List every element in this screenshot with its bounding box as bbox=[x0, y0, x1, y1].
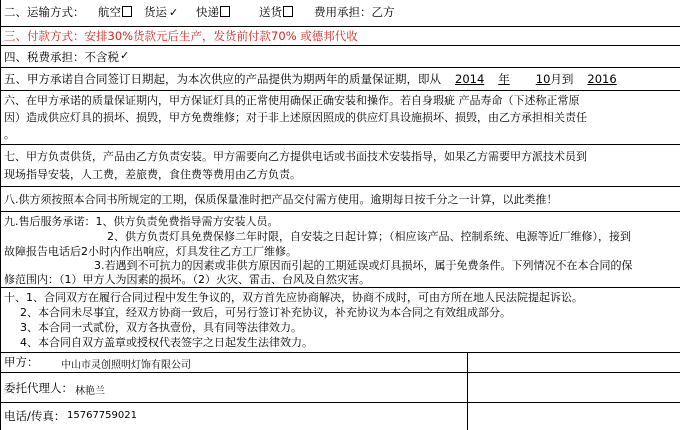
quality-guarantee-row bbox=[1, 91, 680, 145]
transport-option-air: 航空 bbox=[98, 5, 133, 20]
guarantee-line-3: 。 bbox=[4, 128, 15, 141]
installation-row bbox=[1, 145, 680, 187]
agent-label: 委托代理人： bbox=[4, 381, 73, 395]
after-sales-line-5: 修范围内：（1）甲方人为因素的损坏。（2）火灾、雷击、台风及自然灾害。 bbox=[4, 273, 370, 286]
installation-line-1: 七、甲方负责供货，产品由乙方负责安装。甲方需要向乙方提供电话或书面技术安装指导，如果乙方需要甲方派技术员到 bbox=[4, 150, 587, 163]
after-sales-line-3: 故障报告电话后2小时内作出响应，灯具发往乙方工厂维修。 bbox=[4, 245, 297, 258]
phone-row bbox=[1, 403, 680, 430]
agent-name: 林艳兰 bbox=[75, 386, 105, 397]
installation-line-2: 现场指导安装，人工费，差旅费，食住费等费用由乙方负责。 bbox=[4, 168, 301, 181]
dispute-line-3: 3、本合同一式贰份，双方各执壹份，具有同等法律效力。 bbox=[20, 321, 302, 334]
party-a-label: 甲方： bbox=[4, 355, 39, 369]
warranty-period-row bbox=[1, 68, 680, 91]
column-divider bbox=[467, 373, 468, 402]
party-a-row bbox=[1, 353, 680, 373]
after-sales-line-1: 九.售后服务承诺：1、供方负责免费指导需方安装人员。 bbox=[4, 215, 279, 228]
agent-row bbox=[1, 373, 680, 403]
delivery-schedule-text: 八.供方须按照本合同书所规定的工期，保质保量准时把产品交付需方使用。逾期每日按千分之一计算，以此类推！ bbox=[4, 193, 558, 206]
check-mark-icon[interactable]: ✓ bbox=[120, 49, 130, 62]
after-sales-line-4: 3.若遇到不可抗力的因素或非供方原因而引起的工期延误或灯具损坏，属于免费条件。下列情况不在本合同的保 bbox=[94, 259, 633, 272]
warranty-period-text: 五、甲方承诺自合同签订日期起，为本次供应的产品提供为期两年的质量保证期，即从 2014 年 10月到 2016 bbox=[4, 72, 617, 86]
dispute-line-1: 十、1、合同双方在履行合同过程中发生争议的，双方首先应协商解决，协商不成时，可由方所在地人民法院提起诉讼。 bbox=[4, 291, 583, 304]
transport-option-freight: 货运 ✓ bbox=[144, 5, 179, 19]
dispute-row bbox=[1, 288, 680, 353]
phone-label: 电话/传真： bbox=[4, 409, 66, 423]
delivery-schedule-row bbox=[1, 187, 680, 212]
fee-bearer: 费用承担：乙方 bbox=[314, 5, 395, 19]
party-a-name: 中山市灵创照明灯饰有限公司 bbox=[61, 360, 191, 371]
transport-label: 二、运输方式： bbox=[4, 5, 85, 19]
payment-row bbox=[1, 27, 680, 46]
guarantee-line-2: 因）造成供应灯具的损坏、损毁，甲方免费维修；对于非上述原因照成的供应灯具设施损坏、损毁，由乙方承担相关责任 bbox=[4, 111, 587, 124]
tax-row bbox=[1, 46, 680, 68]
tax-text: 四、税费承担：不含税 bbox=[4, 50, 119, 64]
checkbox-express[interactable] bbox=[220, 6, 230, 17]
after-sales-line-2: 2、供方负责灯具免费保修二年时限，自安装之日起计算；（相应该产品、控制系统、电源等近厂维修），接到 bbox=[107, 230, 631, 243]
transport-option-delivery: 送货 bbox=[259, 5, 294, 20]
checkbox-air[interactable] bbox=[122, 6, 132, 17]
column-divider bbox=[467, 403, 468, 430]
after-sales-row bbox=[1, 212, 680, 288]
dispute-line-4: 4、本合同自双方盖章或授权代表签字之日起发生法律效力。 bbox=[20, 336, 313, 349]
transport-option-express: 快递 bbox=[196, 5, 231, 20]
phone-value: 15767759021 bbox=[67, 410, 137, 421]
checkbox-delivery[interactable] bbox=[283, 6, 293, 17]
dispute-line-2: 2、本合同未尽事宜，经双方协商一致后，可另行签订补充协议，补充协议为本合同之有效组成部分。 bbox=[20, 306, 511, 319]
column-divider bbox=[467, 353, 468, 372]
payment-text: 三、付款方式：安排30%货款元后生产，发货前付款70% 或德邦代收 bbox=[4, 29, 358, 43]
check-mark-icon[interactable]: ✓ bbox=[169, 6, 179, 19]
guarantee-line-1: 六、在甲方承诺的质量保证期内，甲方保证灯具的正常使用确保正确安装和操作。若自身瑕疵 产品寿命（下述称正常原 bbox=[4, 94, 580, 107]
transport-row bbox=[1, 0, 680, 27]
